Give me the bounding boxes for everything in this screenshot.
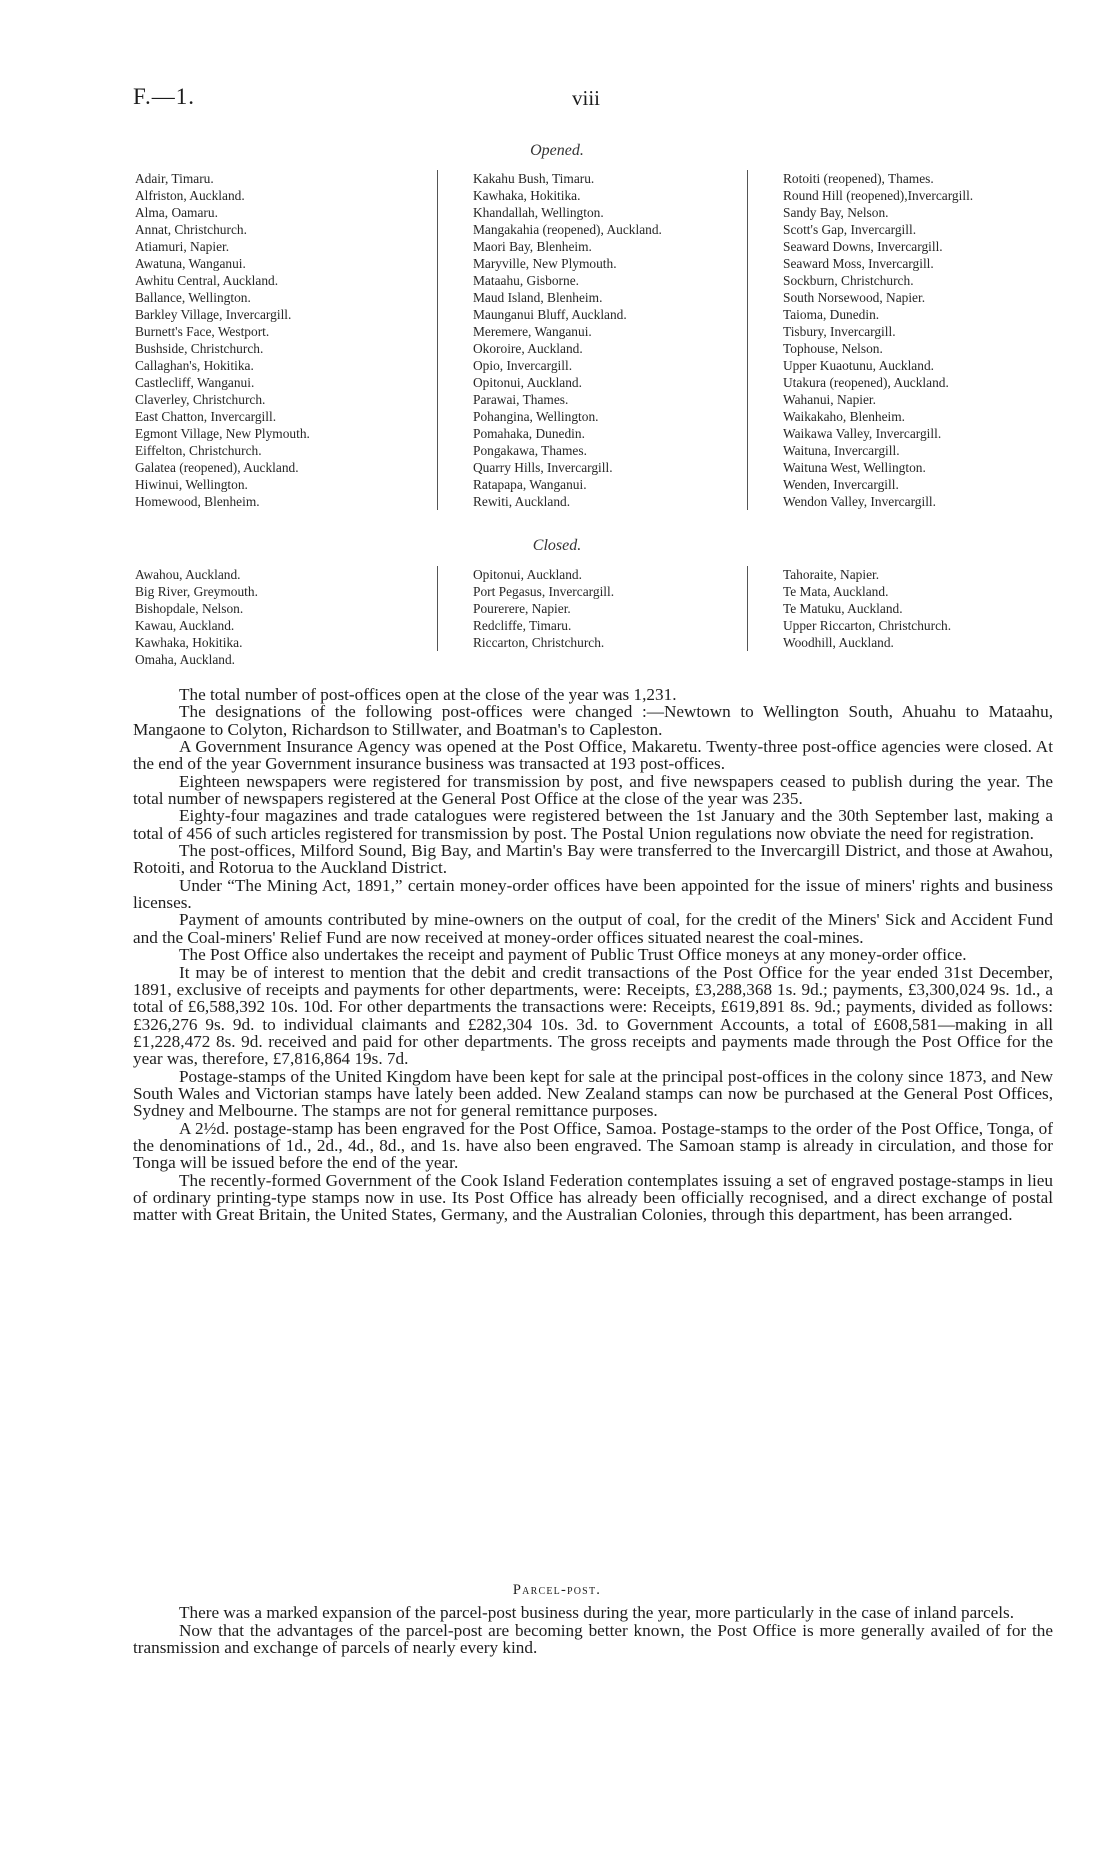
post-office-entry: Bishopdale, Nelson. (135, 601, 244, 616)
paragraph: Payment of amounts contributed by mine-owners on the output of coal, for the credit of the Miners' Sick and Accident Fund and the Coal-miners' Relief Fund are now received at money-order offices situated nearest the coal-mines. (133, 910, 1053, 947)
post-office-entry: Galatea (reopened), Auckland. (135, 460, 299, 475)
post-office-entry: Homewood, Blenheim. (135, 494, 260, 509)
post-office-entry: Upper Riccarton, Christchurch. (783, 618, 952, 633)
post-office-entry: Ballance, Wellington. (135, 290, 251, 305)
post-office-entry: Kakahu Bush, Timaru. (473, 171, 595, 186)
post-office-entry: Riccarton, Christchurch. (473, 635, 605, 650)
page-number: viii (572, 86, 601, 110)
post-office-entry: Kawhaka, Hokitika. (135, 635, 243, 650)
post-office-entry: Maryville, New Plymouth. (473, 256, 617, 271)
paragraph: The total number of post-offices open at the close of the year was 1,231. (179, 685, 677, 704)
post-office-entry: Hiwinui, Wellington. (135, 477, 248, 492)
paragraph: It may be of interest to mention that the debit and credit transactions of the Post Office for the year ended 31st December, 1891, exclusive of receipts and payments for other departments, were: Receipts, £3,288,368 1s. 9d.; payments, £3,300,024 9s. 1d., a total of £6,588,392 10s. 10d. For other departments the transactions were: Receipts, £619,891 8s. 9d.; payments, divided as follows: £326,276 9s. 9d. to individual claimants and £282,304 10s. 3d. to Government Accounts, a total of £608,581—making in all £1,228,472 8s. 9d. received and paid for other departments. The gross receipts and payments made through the Post Office for the year was, therefore, £7,816,864 19s. 7d. (133, 962, 1053, 1069)
paragraph: The Post Office also undertakes the receipt and payment of Public Trust Office moneys at any money-order office. (179, 945, 967, 965)
post-office-entry: Meremere, Wanganui. (473, 324, 592, 339)
post-office-entry: Waikakaho, Blenheim. (783, 409, 906, 424)
post-office-entry: Okoroire, Auckland. (473, 341, 583, 356)
post-office-entry: Seaward Downs, Invercargill. (783, 239, 943, 254)
post-office-entry: Awatuna, Wanganui. (135, 256, 246, 271)
post-office-entry: Adair, Timaru. (135, 171, 214, 186)
post-office-entry: Bushside, Christchurch. (135, 341, 264, 356)
post-office-entry: Pongakawa, Thames. (473, 443, 587, 458)
post-office-entry: Mataahu, Gisborne. (473, 273, 579, 288)
post-office-entry: Waituna, Invercargill. (783, 443, 900, 458)
post-office-entry: Eiffelton, Christchurch. (135, 443, 262, 458)
post-office-entry: Opitonui, Auckland. (473, 375, 582, 390)
closed-list-column-1 (135, 566, 435, 668)
opened-heading: Opened. (530, 142, 584, 159)
paragraph: Eighteen newspapers were registered for transmission by post, and five newspapers ceased to publish during the year. The total number of newspapers registered at the General Post Office at the close of the year was 235. (133, 771, 1053, 809)
post-office-entry: Burnett's Face, Westport. (135, 324, 270, 339)
post-office-entry: Opitonui, Auckland. (473, 567, 582, 582)
post-office-entry: Quarry Hills, Invercargill. (473, 460, 613, 475)
post-office-entry: Tisbury, Invercargill. (783, 324, 896, 339)
page-id: F.—1. (133, 84, 195, 109)
post-office-entry: Round Hill (reopened),Invercargill. (783, 188, 974, 203)
post-office-entry: Rotoiti (reopened), Thames. (783, 171, 934, 186)
paragraph: The designations of the following post-offices were changed :—Newtown to Wellington South, Ahuahu to Mataahu, Mangaone to Colyton, Richardson to Stillwater, and Boatman's to Capleston. (133, 702, 1053, 739)
paragraph: Now that the advantages of the parcel-post are becoming better known, the Post Office is more generally availed of for the transmission and exchange of parcels of nearly every kind. (133, 1620, 1053, 1658)
opened-list-column-3 (747, 170, 1111, 510)
post-office-entry: Te Mata, Auckland. (783, 584, 889, 599)
paragraph: A 2½d. postage-stamp has been engraved for the Post Office, Samoa. Postage-stamps to the order of the Post Office, Tonga, of the denominations of 1d., 2d., 4d., 8d., and 1s. have also been engraved. The Samoan stamp is already in circulation, and those for Tonga will be issued before the end of the year. (133, 1118, 1053, 1173)
post-office-entry: Egmont Village, New Plymouth. (135, 426, 310, 441)
post-office-entry: Seaward Moss, Invercargill. (783, 256, 934, 271)
post-office-entry: Alma, Oamaru. (135, 205, 218, 220)
paragraph: The recently-formed Government of the Cook Island Federation contemplates issuing a set of engraved postage-stamps in lieu of ordinary printing-type stamps now in use. Its Post Office has already been officially recognised, and a direct exchange of postal matter with Great Britain, the United States, Germany, and the Australian Colonies, through this department, has been arranged. (133, 1170, 1053, 1225)
post-office-entry: Barkley Village, Invercargill. (135, 307, 292, 322)
paragraph: Eighty-four magazines and trade catalogues were registered between the 1st January and the 30th September last, making a total of 456 of such articles registered for transmission by post. The Postal Union regulations now obviate the need for registration. (133, 806, 1053, 843)
post-office-entry: Opio, Invercargill. (473, 358, 573, 373)
post-office-entry: Annat, Christchurch. (135, 222, 247, 237)
post-office-entry: Callaghan's, Hokitika. (135, 358, 254, 373)
paragraph: Postage-stamps of the United Kingdom have been kept for sale at the principal post-offices in the colony since 1873, and New South Wales and Victorian stamps have lately been added. New Zealand stamps can now be purchased at the General Post Offices, Sydney and Melbourne. The stamps are not for general remittance purposes. (133, 1066, 1053, 1121)
post-office-entry: Pomahaka, Dunedin. (473, 426, 585, 441)
post-office-entry: Te Matuku, Auckland. (783, 601, 903, 616)
post-office-entry: Tahoraite, Napier. (783, 567, 880, 582)
paragraph: Under “The Mining Act, 1891,” certain money-order offices have been appointed for the issue of miners' rights and business licenses. (133, 875, 1053, 913)
parcel-post-heading: Parcel-post. (512, 1582, 602, 1598)
post-office-entry: Scott's Gap, Invercargill. (783, 222, 917, 237)
post-office-entry: Wenden, Invercargill. (783, 477, 899, 492)
post-office-entry: Waikawa Valley, Invercargill. (783, 426, 942, 441)
post-office-entry: Mangakahia (reopened), Auckland. (473, 222, 662, 237)
post-office-entry: Utakura (reopened), Auckland. (783, 375, 949, 390)
opened-list-column-2 (437, 170, 785, 510)
post-office-entry: Omaha, Auckland. (135, 652, 236, 667)
parcel-post-text (133, 1604, 1053, 1657)
closed-list-column-3 (747, 566, 1111, 651)
paragraph: A Government Insurance Agency was opened at the Post Office, Makaretu. Twenty-three post-office agencies were closed. At the end of the year Government insurance business was transacted at 193 post-offices. (133, 737, 1053, 774)
post-office-entry: Ratapapa, Wanganui. (473, 477, 587, 492)
post-office-entry: Alfriston, Auckland. (135, 188, 245, 203)
post-office-entry: Sockburn, Christchurch. (783, 273, 914, 288)
post-office-entry: Taioma, Dunedin. (783, 307, 880, 322)
post-office-entry: Awhitu Central, Auckland. (135, 273, 279, 288)
post-office-entry: Parawai, Thames. (473, 392, 569, 407)
post-office-entry: Kawau, Auckland. (135, 618, 235, 633)
paragraph: The post-offices, Milford Sound, Big Bay, and Martin's Bay were transferred to the Invercargill District, and those at Awahou, Rotoiti, and Rotorua to the Auckland District. (133, 841, 1053, 878)
post-office-entry: Rewiti, Auckland. (473, 494, 571, 509)
post-office-entry: Wahanui, Napier. (783, 392, 876, 407)
post-office-entry: Pohangina, Wellington. (473, 409, 599, 424)
post-office-entry: Wendon Valley, Invercargill. (783, 494, 936, 509)
post-office-entry: Castlecliff, Wanganui. (135, 375, 255, 390)
post-office-entry: Maunganui Bluff, Auckland. (473, 307, 627, 322)
post-office-entry: Claverley, Christchurch. (135, 392, 266, 407)
closed-list-column-2 (437, 566, 785, 651)
post-office-entry: Port Pegasus, Invercargill. (473, 584, 615, 599)
post-office-entry: Big River, Greymouth. (135, 584, 258, 599)
post-office-entry: Woodhill, Auckland. (783, 635, 894, 650)
post-office-entry: South Norsewood, Napier. (783, 290, 926, 305)
post-office-entry: Pourerere, Napier. (473, 601, 571, 616)
post-office-entry: Sandy Bay, Nelson. (783, 205, 889, 220)
post-office-entry: Khandallah, Wellington. (473, 205, 604, 220)
opened-list-column-1 (135, 170, 435, 510)
post-office-entry: Redcliffe, Timaru. (473, 618, 572, 633)
post-office-entry: Awahou, Auckland. (135, 567, 241, 582)
post-office-entry: Maori Bay, Blenheim. (473, 239, 592, 254)
body-text (133, 686, 1053, 1224)
post-office-entry: Maud Island, Blenheim. (473, 290, 603, 305)
paragraph: There was a marked expansion of the parcel-post business during the year, more particularly in the case of inland parcels. (179, 1603, 1014, 1622)
post-office-entry: Tophouse, Nelson. (783, 341, 883, 356)
post-office-entry: East Chatton, Invercargill. (135, 409, 277, 424)
post-office-entry: Upper Kuaotunu, Auckland. (783, 358, 934, 373)
post-office-entry: Kawhaka, Hokitika. (473, 188, 581, 203)
post-office-entry: Waituna West, Wellington. (783, 460, 926, 475)
closed-heading: Closed. (532, 537, 582, 554)
post-office-entry: Atiamuri, Napier. (135, 239, 230, 254)
